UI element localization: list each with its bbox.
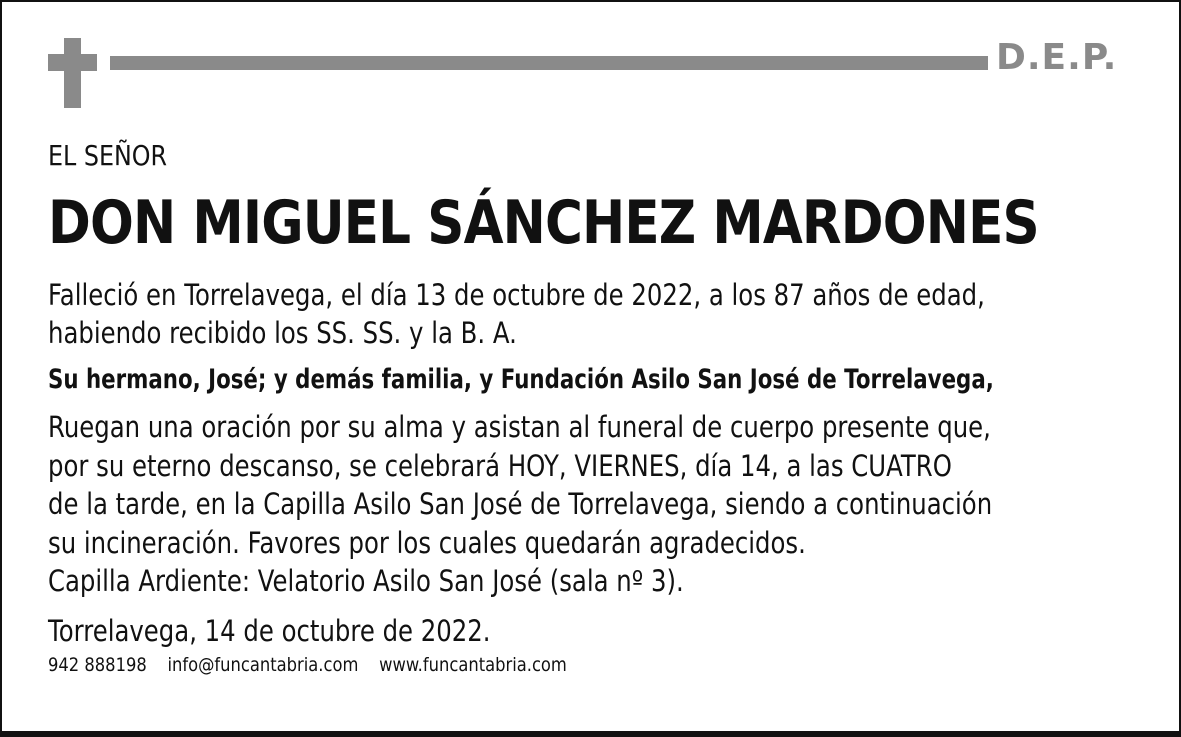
- funeral-line: Ruegan una oración por su alma y asistan al funeral de cuerpo presente que,: [48, 410, 991, 444]
- dep-label: D.E.P.: [996, 37, 1118, 78]
- header-rule: [110, 56, 988, 70]
- family-line: Su hermano, José; y demás familia, y Fundación Asilo San José de Torrelavega,: [48, 364, 994, 395]
- contact-line: [48, 652, 582, 678]
- place-date: Torrelavega, 14 de octubre de 2022.: [48, 614, 491, 648]
- funeral-line: por su eterno descanso, se celebrará HOY, VIERNES, día 14, a las CUATRO: [48, 449, 952, 483]
- contact-phone[interactable]: 942 888198: [48, 654, 147, 676]
- contact-email[interactable]: info@funcantabria.com: [167, 654, 359, 676]
- title-label: EL SEÑOR: [48, 139, 168, 172]
- death-notice-line: habiendo recibido los SS. SS. y la B. A.: [48, 316, 517, 350]
- funeral-line: de la tarde, en la Capilla Asilo San José de Torrelavega, siendo a continuación: [48, 487, 993, 521]
- funeral-line: su incineración. Favores por los cuales quedarán agradecidos.: [48, 526, 806, 560]
- funeral-line: Capilla Ardiente: Velatorio Asilo San José (sala nº 3).: [48, 564, 684, 598]
- cross-vertical-bar: [64, 38, 81, 108]
- death-notice-line: Falleció en Torrelavega, el día 13 de octubre de 2022, a los 87 años de edad,: [48, 278, 985, 312]
- contact-web[interactable]: www.funcantabria.com: [379, 654, 567, 676]
- deceased-name: DON MIGUEL SÁNCHEZ MARDONES: [48, 188, 1039, 258]
- cross-horizontal-bar: [48, 54, 97, 71]
